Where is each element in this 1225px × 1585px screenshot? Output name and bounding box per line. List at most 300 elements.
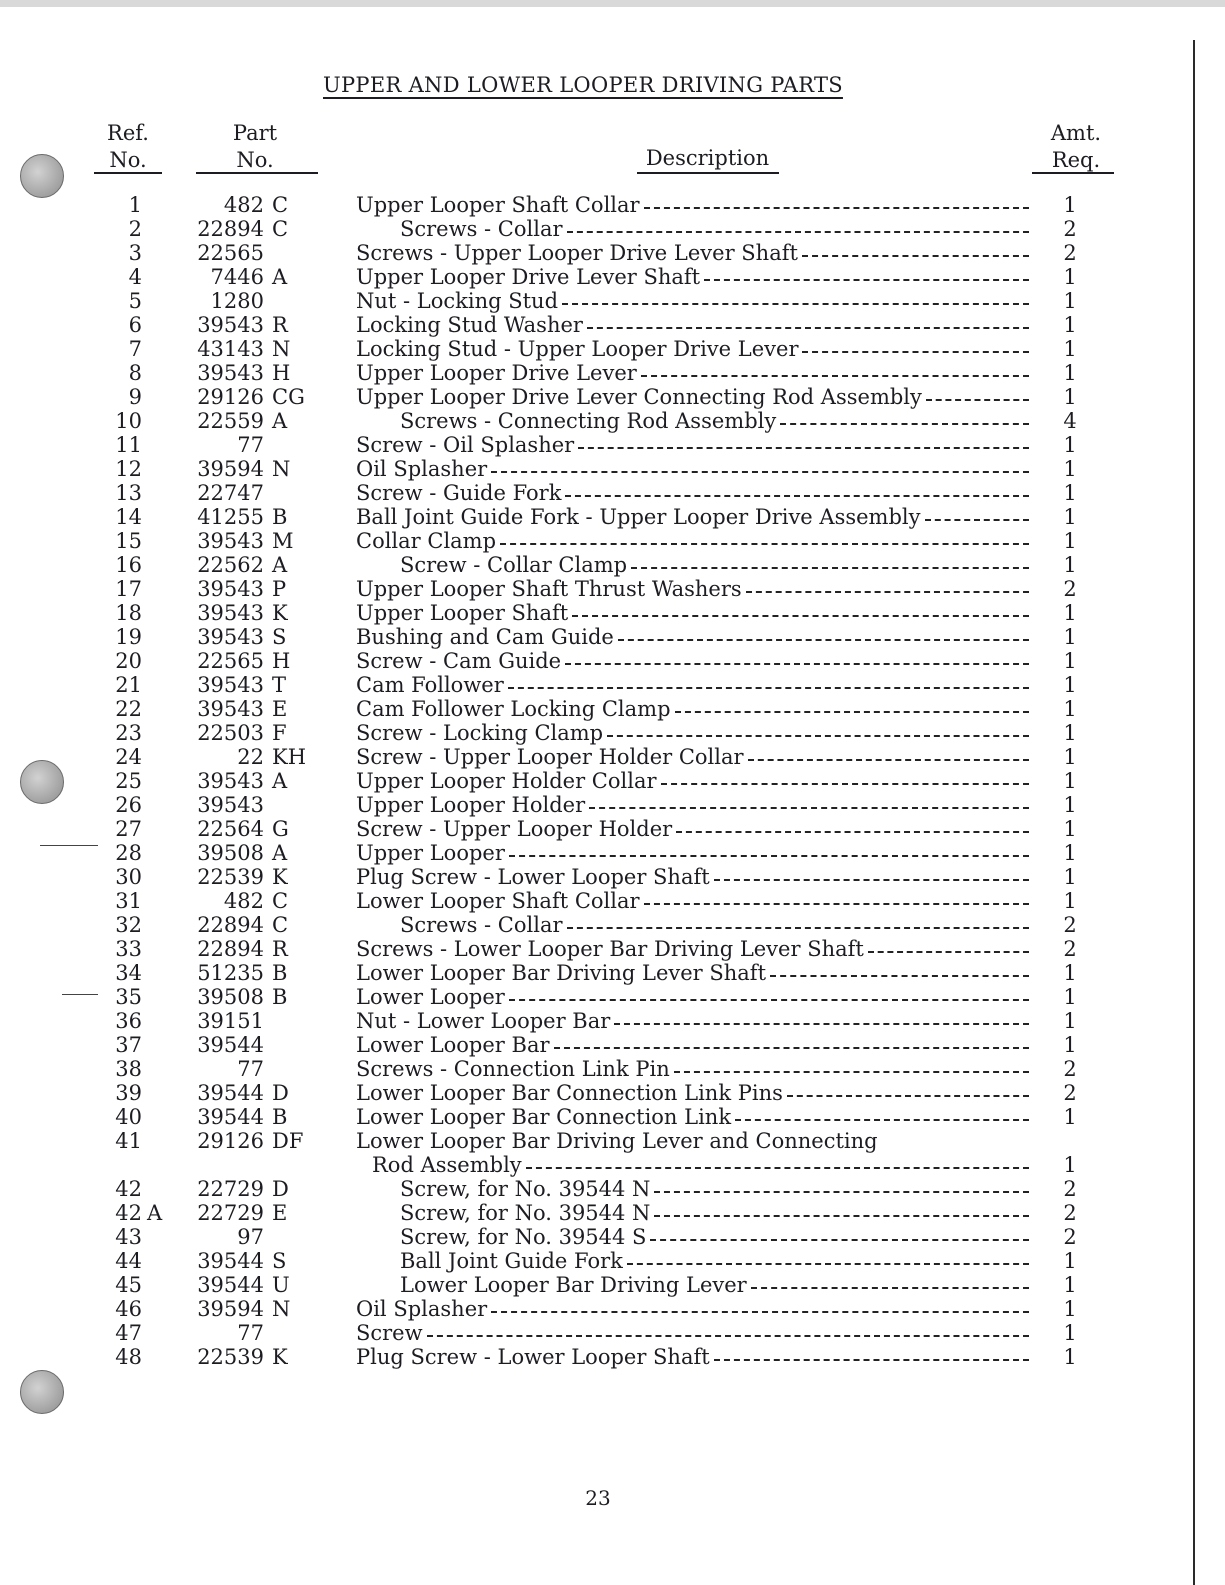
- ref-number: 12: [115, 457, 142, 481]
- amount-required: 1: [1063, 1321, 1077, 1345]
- description: Screw - Collar Clamp: [400, 553, 628, 577]
- ref-number: 26: [115, 793, 142, 817]
- part-suffix: C: [272, 193, 289, 217]
- ref-number: 19: [115, 625, 142, 649]
- part-number: 39544: [197, 1273, 264, 1297]
- ref-number: 24: [115, 745, 142, 769]
- description-cell: [356, 1321, 1029, 1345]
- description: Nut - Locking Stud: [356, 289, 559, 313]
- description-cell: [356, 409, 1029, 433]
- description: Lower Looper: [356, 985, 505, 1009]
- dot-leader: [751, 1287, 1029, 1289]
- dot-leader: [491, 1311, 1029, 1313]
- amount-required: 1: [1063, 313, 1077, 337]
- description-cell: [356, 481, 1029, 505]
- dot-leader: [562, 303, 1029, 305]
- table-row: [0, 1009, 1225, 1033]
- dot-leader: [627, 1263, 1029, 1265]
- ref-number: 39: [115, 1081, 142, 1105]
- amt-req-header: [1036, 120, 1116, 174]
- amount-required: 1: [1063, 961, 1077, 985]
- amount-required: 1: [1063, 889, 1077, 913]
- amount-required: 1: [1063, 745, 1077, 769]
- table-row: [0, 1273, 1225, 1297]
- amount-required: 1: [1063, 337, 1077, 361]
- table-row: [0, 385, 1225, 409]
- description: Cam Follower Locking Clamp: [356, 697, 671, 721]
- part-number: 51235: [197, 961, 264, 985]
- ref-number: 11: [115, 433, 142, 457]
- amount-required: 2: [1063, 577, 1077, 601]
- table-row: [0, 577, 1225, 601]
- dot-leader: [654, 1191, 1029, 1193]
- part-number: 39544: [197, 1033, 264, 1057]
- dot-leader: [508, 687, 1029, 689]
- amount-required: 1: [1063, 697, 1077, 721]
- description: Screws - Lower Looper Bar Driving Lever Shaft: [356, 937, 864, 961]
- amount-required: 1: [1063, 1033, 1077, 1057]
- part-suffix: C: [272, 217, 289, 241]
- amount-required: 1: [1063, 985, 1077, 1009]
- description: Upper Looper Holder Collar: [356, 769, 657, 793]
- description-cell: [356, 817, 1029, 841]
- table-row: [0, 193, 1225, 217]
- description: Oil Splasher: [356, 457, 488, 481]
- description: Cam Follower: [356, 673, 504, 697]
- description: Upper Looper Shaft: [356, 601, 569, 625]
- dot-leader: [735, 1119, 1029, 1121]
- description: Collar Clamp: [356, 529, 497, 553]
- table-row: [0, 889, 1225, 913]
- table-row: [0, 649, 1225, 673]
- dot-leader: [746, 591, 1029, 593]
- description-cell: [356, 1033, 1029, 1057]
- description: Oil Splasher: [356, 1297, 488, 1321]
- part-number: 39543: [197, 625, 264, 649]
- ref-number: 43: [115, 1225, 142, 1249]
- description: Screw - Guide Fork: [356, 481, 562, 505]
- dot-leader: [614, 1023, 1029, 1025]
- ref-number: 35: [115, 985, 142, 1009]
- description-cell: [356, 913, 1029, 937]
- part-number: 39544: [197, 1081, 264, 1105]
- part-suffix: A: [272, 409, 288, 433]
- dot-leader: [578, 447, 1029, 449]
- dot-leader: [491, 471, 1029, 473]
- amount-required: 2: [1063, 1177, 1077, 1201]
- ref-number: 10: [115, 409, 142, 433]
- dot-leader: [926, 399, 1029, 401]
- part-suffix: F: [272, 721, 287, 745]
- dot-leader: [787, 1095, 1029, 1097]
- description-cell: [356, 553, 1029, 577]
- amount-required: 1: [1063, 841, 1077, 865]
- description-cell: [356, 769, 1029, 793]
- dot-leader: [509, 855, 1029, 857]
- ref-number: 25: [115, 769, 142, 793]
- table-row: [0, 313, 1225, 337]
- part-suffix: E: [272, 697, 288, 721]
- table-row: [0, 265, 1225, 289]
- description-cell: [356, 793, 1029, 817]
- description-cell: [356, 961, 1029, 985]
- part-number: 39543: [197, 529, 264, 553]
- ref-number: 45: [115, 1273, 142, 1297]
- part-suffix: A: [272, 553, 288, 577]
- dot-leader: [607, 735, 1029, 737]
- ref-number: 18: [115, 601, 142, 625]
- description-cell: [356, 1177, 1029, 1201]
- ref-number: 3: [128, 241, 142, 265]
- header-line-2: Req.: [1051, 148, 1101, 172]
- part-number: 22747: [197, 481, 264, 505]
- part-suffix: A: [272, 265, 288, 289]
- table-row: [0, 985, 1225, 1009]
- ref-number: 48: [115, 1345, 142, 1369]
- part-number: 39508: [197, 985, 264, 1009]
- dot-leader: [714, 879, 1029, 881]
- description: Screws - Connecting Rod Assembly: [400, 409, 777, 433]
- ref-number: 33: [115, 937, 142, 961]
- part-suffix: B: [272, 1105, 288, 1129]
- part-suffix: R: [272, 313, 288, 337]
- description-cell: [356, 1273, 1029, 1297]
- scan-top-edge: [0, 0, 1225, 7]
- amount-required: 1: [1063, 1153, 1077, 1177]
- table-row: [0, 1033, 1225, 1057]
- binder-hole: [20, 154, 64, 198]
- amount-required: 1: [1063, 673, 1077, 697]
- table-row: [0, 841, 1225, 865]
- description-cell: [356, 361, 1029, 385]
- header-line-1: Amt.: [1050, 121, 1102, 145]
- description-cell: [356, 985, 1029, 1009]
- description: Locking Stud - Upper Looper Drive Lever: [356, 337, 799, 361]
- ref-number: 5: [128, 289, 142, 313]
- amount-required: 1: [1063, 457, 1077, 481]
- header-underline: [94, 172, 162, 174]
- ref-number: 6: [128, 313, 142, 337]
- part-suffix: CG: [272, 385, 305, 409]
- ref-number: 46: [115, 1297, 142, 1321]
- dot-leader: [554, 1047, 1029, 1049]
- part-suffix: N: [272, 337, 291, 361]
- part-number: 39594: [197, 1297, 264, 1321]
- amount-required: 2: [1063, 913, 1077, 937]
- part-number: 77: [237, 1321, 264, 1345]
- part-number: 1280: [210, 289, 264, 313]
- part-number: 39543: [197, 361, 264, 385]
- description-cell: [356, 1081, 1029, 1105]
- description: Screw - Upper Looper Holder: [356, 817, 673, 841]
- description-cell: [356, 865, 1029, 889]
- description-cell: [356, 457, 1029, 481]
- part-suffix: A: [272, 769, 288, 793]
- part-suffix: B: [272, 505, 288, 529]
- table-row: [0, 241, 1225, 265]
- part-suffix: S: [272, 625, 287, 649]
- dot-leader: [589, 807, 1029, 809]
- description-cell: [356, 697, 1029, 721]
- part-number: 22894: [197, 913, 264, 937]
- ref-number: 1: [128, 193, 142, 217]
- part-number: 97: [237, 1225, 264, 1249]
- amount-required: 1: [1063, 1273, 1077, 1297]
- amount-required: 1: [1063, 793, 1077, 817]
- description: Locking Stud Washer: [356, 313, 583, 337]
- description: Plug Screw - Lower Looper Shaft: [356, 1345, 710, 1369]
- header-underline: [637, 172, 779, 174]
- ref-number: 7: [128, 337, 142, 361]
- description-cell: [356, 433, 1029, 457]
- description: Screw, for No. 39544 N: [400, 1201, 651, 1225]
- part-suffix: S: [272, 1249, 287, 1273]
- amount-required: 1: [1063, 769, 1077, 793]
- description-cell: [356, 337, 1029, 361]
- amount-required: 1: [1063, 361, 1077, 385]
- dot-leader: [509, 999, 1029, 1001]
- dot-leader: [780, 423, 1029, 425]
- ref-number: 13: [115, 481, 142, 505]
- ref-number: 17: [115, 577, 142, 601]
- header-line-1: Part: [232, 121, 278, 145]
- description: Lower Looper Bar Connection Link: [356, 1105, 732, 1129]
- description-cell: [356, 625, 1029, 649]
- ref-number: 4: [128, 265, 142, 289]
- table-row: [0, 217, 1225, 241]
- part-number: 39543: [197, 577, 264, 601]
- table-row: [0, 1249, 1225, 1273]
- description-cell: [356, 193, 1029, 217]
- part-number: 22562: [197, 553, 264, 577]
- description: Plug Screw - Lower Looper Shaft: [356, 865, 710, 889]
- dot-leader: [572, 615, 1029, 617]
- description-cell: [356, 1297, 1029, 1321]
- amount-required: 1: [1063, 865, 1077, 889]
- table-row: [0, 745, 1225, 769]
- part-number: 39543: [197, 673, 264, 697]
- description-cell: [356, 649, 1029, 673]
- part-number: 29126: [197, 1129, 264, 1153]
- description-cell: [356, 505, 1029, 529]
- page-number: 23: [585, 1486, 611, 1510]
- part-suffix: N: [272, 1297, 291, 1321]
- table-row: [0, 289, 1225, 313]
- part-number: 39544: [197, 1105, 264, 1129]
- amount-required: 1: [1063, 1297, 1077, 1321]
- part-number: 22894: [197, 217, 264, 241]
- ref-number: 42: [115, 1177, 142, 1201]
- part-number: 39508: [197, 841, 264, 865]
- table-row: [0, 1345, 1225, 1369]
- part-number: 39543: [197, 793, 264, 817]
- part-suffix: H: [272, 361, 291, 385]
- description-cell: [356, 241, 1029, 265]
- description: Screw, for No. 39544 N: [400, 1177, 651, 1201]
- description-cell: [356, 1345, 1029, 1369]
- table-row: [0, 817, 1225, 841]
- description: Lower Looper Bar Driving Lever Shaft: [356, 961, 767, 985]
- description-cell: [356, 1129, 1029, 1153]
- amount-required: 1: [1063, 553, 1077, 577]
- amount-required: 2: [1063, 241, 1077, 265]
- amount-required: 2: [1063, 1081, 1077, 1105]
- description-header: Description: [645, 146, 770, 170]
- amount-required: 1: [1063, 529, 1077, 553]
- description: Lower Looper Bar: [356, 1033, 550, 1057]
- description: Upper Looper Holder: [356, 793, 586, 817]
- part-number: 77: [237, 1057, 264, 1081]
- description: Screws - Collar: [400, 217, 563, 241]
- part-number: 22729: [197, 1201, 264, 1225]
- part-number: 22729: [197, 1177, 264, 1201]
- amount-required: 1: [1063, 385, 1077, 409]
- description: Screw - Upper Looper Holder Collar: [356, 745, 744, 769]
- dot-leader: [748, 759, 1029, 761]
- part-suffix: P: [272, 577, 287, 601]
- description-cell: [356, 1105, 1029, 1129]
- ref-number: 40: [115, 1105, 142, 1129]
- table-row: [0, 1057, 1225, 1081]
- description-cell: [356, 529, 1029, 553]
- ref-number: 32: [115, 913, 142, 937]
- binder-hole: [20, 1370, 64, 1414]
- description-cell: [356, 841, 1029, 865]
- dot-leader: [704, 279, 1029, 281]
- dot-leader: [770, 975, 1029, 977]
- description: Upper Looper Shaft Thrust Washers: [356, 577, 742, 601]
- part-number: 22559: [197, 409, 264, 433]
- ref-number: 41: [115, 1129, 142, 1153]
- header-line-1: Ref.: [107, 121, 149, 145]
- dot-leader: [565, 495, 1029, 497]
- amount-required: 1: [1063, 433, 1077, 457]
- description: Ball Joint Guide Fork: [400, 1249, 623, 1273]
- dot-leader: [618, 639, 1029, 641]
- part-suffix: D: [272, 1177, 289, 1201]
- table-row: [0, 1177, 1225, 1201]
- part-suffix: G: [272, 817, 289, 841]
- table-row: [0, 913, 1225, 937]
- ref-number: 2: [128, 217, 142, 241]
- description-cell: [356, 1009, 1029, 1033]
- amount-required: 1: [1063, 1249, 1077, 1273]
- dot-leader: [565, 663, 1029, 665]
- part-number: 22894: [197, 937, 264, 961]
- ref-number: 36: [115, 1009, 142, 1033]
- ref-number: 42: [115, 1201, 142, 1225]
- parts-table: [0, 193, 1225, 1369]
- dot-leader: [641, 375, 1029, 377]
- ref-number: 31: [115, 889, 142, 913]
- description: Screw: [356, 1321, 423, 1345]
- part-number: 39543: [197, 697, 264, 721]
- table-row: [0, 937, 1225, 961]
- description: Upper Looper Drive Lever: [356, 361, 637, 385]
- description: Rod Assembly: [372, 1153, 522, 1177]
- amount-required: 1: [1063, 649, 1077, 673]
- description: Upper Looper Shaft Collar: [356, 193, 640, 217]
- amount-required: 1: [1063, 505, 1077, 529]
- part-suffix: B: [272, 985, 288, 1009]
- description: Screws - Collar: [400, 913, 563, 937]
- description-cell: [356, 673, 1029, 697]
- amount-required: 1: [1063, 817, 1077, 841]
- part-suffix: R: [272, 937, 288, 961]
- amount-required: 1: [1063, 193, 1077, 217]
- description-cell: [356, 313, 1029, 337]
- part-suffix: D: [272, 1081, 289, 1105]
- part-no-header: [200, 120, 310, 174]
- amount-required: 1: [1063, 1105, 1077, 1129]
- part-number: 22503: [197, 721, 264, 745]
- amount-required: 2: [1063, 937, 1077, 961]
- dot-leader: [674, 1071, 1029, 1073]
- table-row: [0, 1321, 1225, 1345]
- description: Upper Looper Drive Lever Shaft: [356, 265, 701, 289]
- dot-leader: [714, 1359, 1029, 1361]
- description-cell: [356, 1057, 1029, 1081]
- table-row: [0, 1297, 1225, 1321]
- part-suffix: B: [272, 961, 288, 985]
- description: Screw - Locking Clamp: [356, 721, 604, 745]
- dot-leader: [925, 519, 1030, 521]
- part-number: 77: [237, 433, 264, 457]
- ref-number: 47: [115, 1321, 142, 1345]
- description: Screw - Cam Guide: [356, 649, 562, 673]
- table-row: [0, 1081, 1225, 1105]
- amount-required: 2: [1063, 217, 1077, 241]
- header-line-2: No.: [236, 148, 274, 172]
- part-number: 22565: [197, 649, 264, 673]
- part-suffix: E: [272, 1201, 288, 1225]
- amount-required: 1: [1063, 481, 1077, 505]
- table-row: [0, 481, 1225, 505]
- description: Lower Looper Bar Driving Lever: [400, 1273, 747, 1297]
- table-row: [0, 697, 1225, 721]
- description-cell: [356, 385, 1029, 409]
- description: Lower Looper Bar Connection Link Pins: [356, 1081, 783, 1105]
- header-underline: [1032, 172, 1114, 174]
- ref-number: 44: [115, 1249, 142, 1273]
- dot-leader: [427, 1335, 1029, 1337]
- table-row: [0, 793, 1225, 817]
- amount-required: 2: [1063, 1057, 1077, 1081]
- table-row: [0, 1225, 1225, 1249]
- ref-suffix: A: [147, 1201, 163, 1225]
- amount-required: 1: [1063, 625, 1077, 649]
- part-number: 39543: [197, 769, 264, 793]
- table-row: [0, 337, 1225, 361]
- dot-leader: [650, 1239, 1029, 1241]
- table-row: [0, 721, 1225, 745]
- part-suffix: M: [272, 529, 294, 553]
- amount-required: 2: [1063, 1201, 1077, 1225]
- table-row: [0, 409, 1225, 433]
- part-suffix: N: [272, 457, 291, 481]
- dot-leader: [526, 1167, 1029, 1169]
- description-cell: [356, 1225, 1029, 1249]
- ref-number: 20: [115, 649, 142, 673]
- amount-required: 4: [1063, 409, 1077, 433]
- ref-number: 21: [115, 673, 142, 697]
- ref-number: 14: [115, 505, 142, 529]
- ref-number: 27: [115, 817, 142, 841]
- table-row: [0, 1201, 1225, 1225]
- dot-leader: [802, 255, 1029, 257]
- part-suffix: K: [272, 865, 288, 889]
- dot-leader: [644, 903, 1029, 905]
